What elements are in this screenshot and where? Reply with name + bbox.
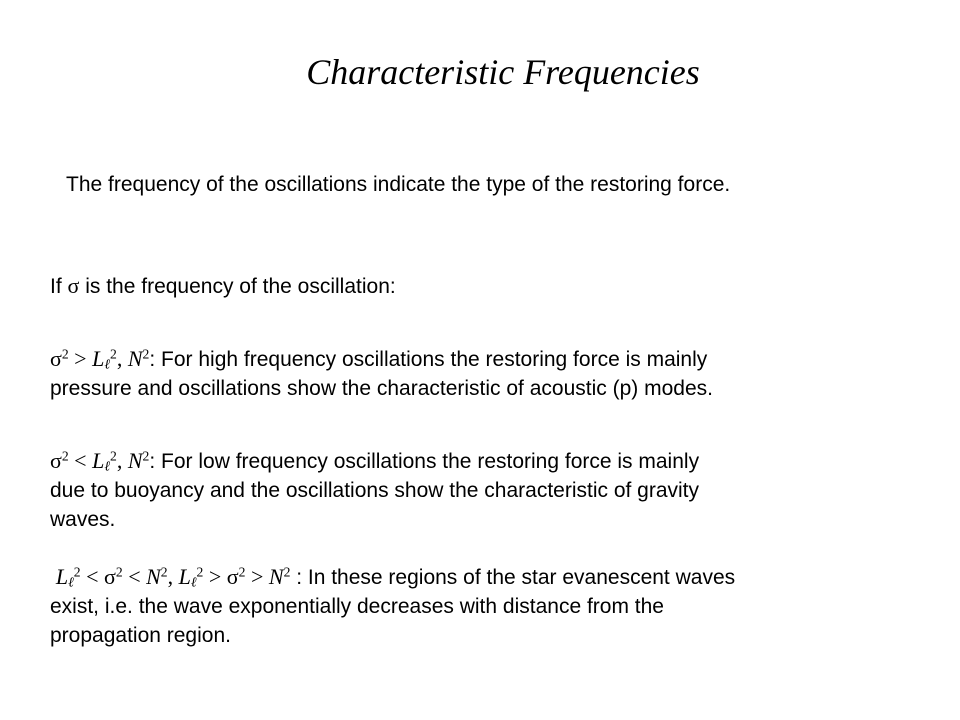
squared-exponent: 2	[142, 448, 150, 464]
condition-low-line-3: waves.	[50, 508, 116, 531]
condition-high-formula	[50, 346, 149, 371]
buoyancy-frequency-symbol: N	[268, 564, 284, 589]
squared-exponent: 2	[160, 564, 168, 580]
if-prefix: If	[50, 275, 68, 298]
sigma-symbol: σ	[104, 564, 116, 589]
condition-evanescent-formula	[56, 564, 291, 589]
condition-low-frequency	[50, 446, 920, 534]
comma-separator: ,	[167, 564, 179, 589]
less-than-operator: <	[122, 564, 147, 589]
condition-high-line-1	[50, 344, 920, 374]
condition-evanescent-text: : In these regions of the star evanescent waves	[290, 566, 736, 589]
condition-high-line-2: pressure and oscillations show the characteristic of acoustic (p) modes.	[50, 377, 713, 400]
ell-subscript: ℓ	[68, 574, 74, 590]
condition-low-text: : For low frequency oscillations the restoring force is mainly	[149, 450, 700, 473]
ell-subscript: ℓ	[104, 356, 111, 372]
buoyancy-frequency-symbol: N	[146, 564, 161, 589]
condition-evanescent	[50, 562, 920, 650]
comma-separator: ,	[116, 346, 128, 371]
condition-evanescent-line-2: exist, i.e. the wave exponentially decreases with distance from the	[50, 595, 664, 618]
condition-evanescent-line-1	[50, 562, 920, 592]
greater-than-operator: >	[68, 346, 93, 371]
squared-exponent: 2	[115, 564, 123, 580]
squared-exponent: 2	[238, 564, 246, 580]
intro-text: The frequency of the oscillations indicate the type of the restoring force.	[66, 173, 731, 196]
condition-low-line-2: due to buoyancy and the oscillations show the characteristic of gravity	[50, 479, 700, 502]
squared-exponent: 2	[73, 564, 81, 580]
squared-exponent: 2	[110, 448, 117, 464]
lamb-frequency-symbol: L	[92, 346, 105, 371]
if-sigma-line	[50, 271, 920, 301]
squared-exponent: 2	[142, 346, 150, 362]
less-than-operator: <	[68, 448, 93, 473]
if-suffix: is the frequency of the oscillation:	[79, 275, 396, 298]
lamb-frequency-symbol: L	[178, 564, 191, 589]
comma-separator: ,	[116, 448, 128, 473]
lamb-frequency-symbol: L	[92, 448, 105, 473]
sigma-symbol: σ	[226, 564, 239, 589]
squared-exponent: 2	[196, 564, 204, 580]
condition-high-text: : For high frequency oscillations the restoring force is mainly	[149, 348, 708, 371]
lamb-frequency-symbol: L	[55, 564, 69, 589]
ell-subscript: ℓ	[104, 458, 111, 474]
less-than-operator: <	[80, 564, 105, 589]
condition-high-frequency	[50, 344, 920, 403]
greater-than-operator: >	[245, 564, 269, 589]
buoyancy-frequency-symbol: N	[127, 448, 143, 473]
ell-subscript: ℓ	[190, 574, 197, 590]
squared-exponent: 2	[61, 346, 69, 362]
buoyancy-frequency-symbol: N	[127, 346, 143, 371]
condition-low-formula	[50, 448, 149, 473]
sigma-symbol: σ	[50, 448, 62, 473]
squared-exponent: 2	[61, 448, 69, 464]
condition-evanescent-line-3: propagation region.	[50, 624, 231, 647]
sigma-symbol: σ	[50, 346, 62, 371]
greater-than-operator: >	[203, 564, 227, 589]
condition-low-line-1	[50, 446, 920, 476]
slide-title: Characteristic Frequencies	[306, 52, 700, 92]
sigma-symbol: σ	[67, 273, 80, 298]
squared-exponent: 2	[283, 564, 291, 580]
squared-exponent: 2	[110, 346, 117, 362]
